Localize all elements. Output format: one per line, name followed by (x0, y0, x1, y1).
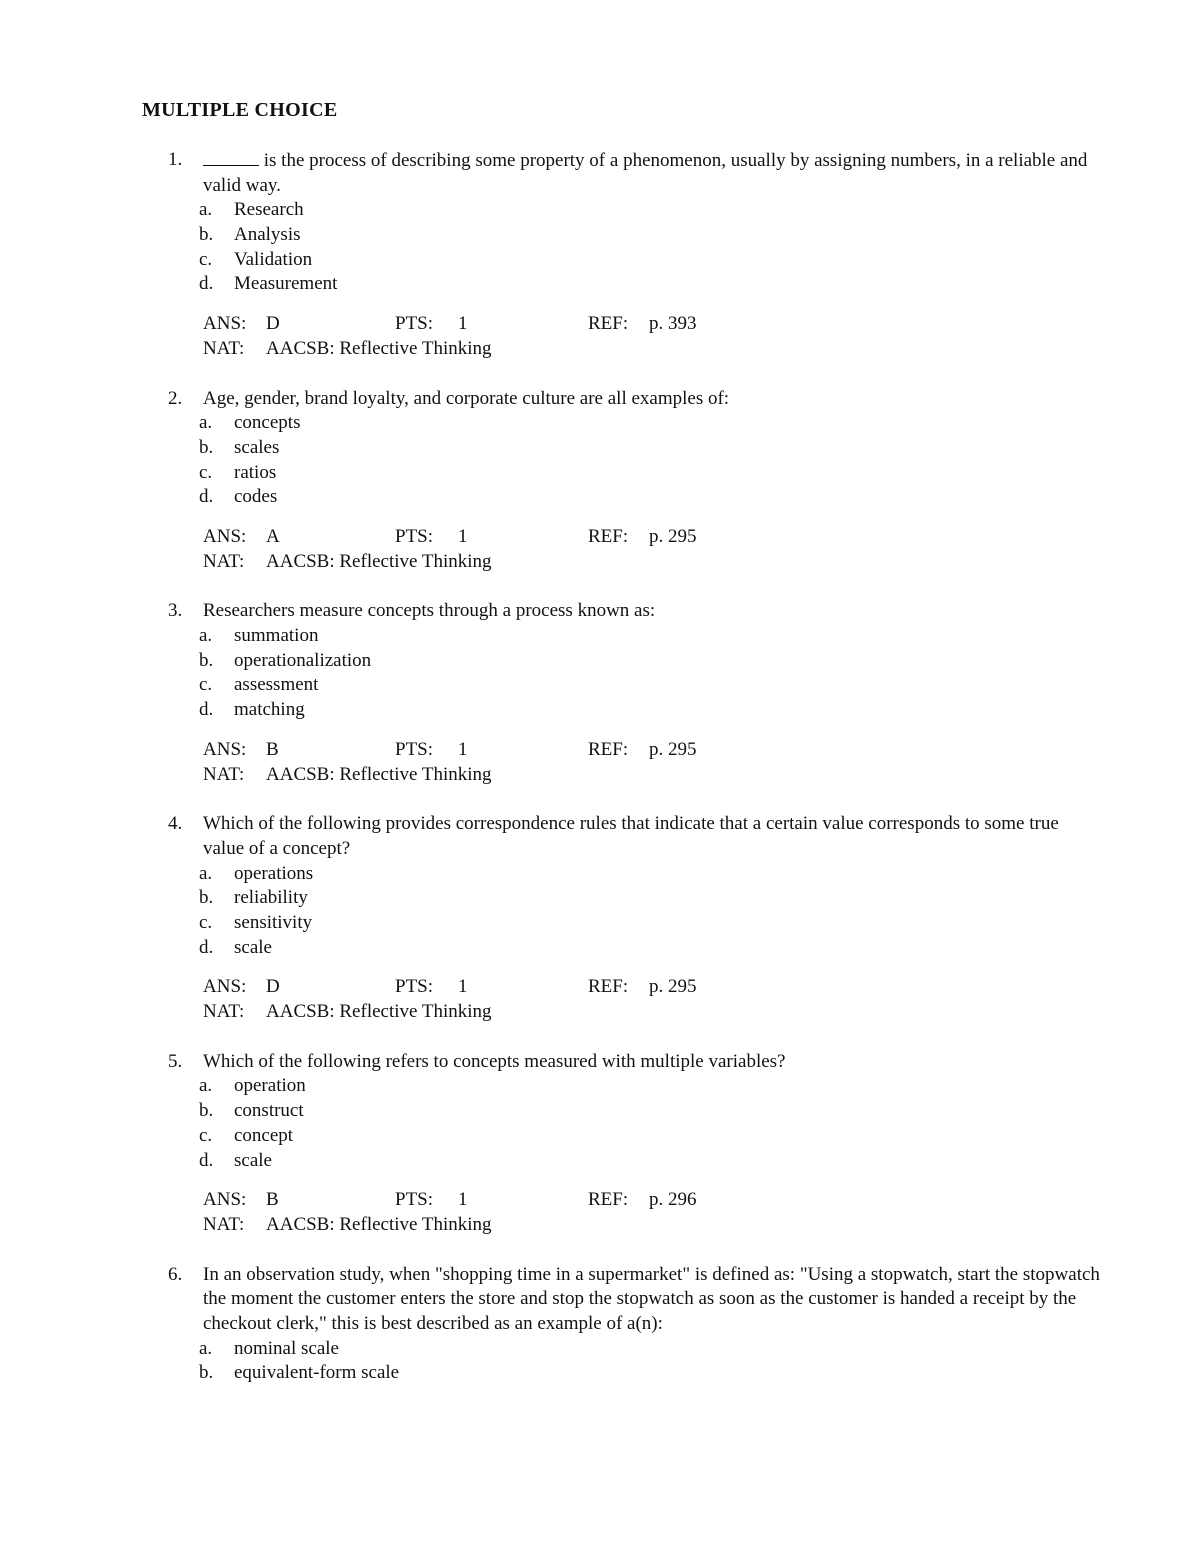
question-3 (0, 599, 1200, 787)
question-4 (0, 812, 1200, 1025)
nat-label: NAT: (203, 550, 245, 572)
section-title: MULTIPLE CHOICE (142, 99, 338, 121)
option-text: scales (234, 436, 280, 458)
option-letter: b. (199, 887, 214, 909)
option-a (0, 624, 1200, 649)
option-letter: c. (199, 912, 213, 934)
ref-value: p. 295 (649, 976, 697, 998)
option-a (0, 1074, 1200, 1099)
option-c (0, 673, 1200, 698)
ans-label: ANS: (203, 738, 247, 760)
question-1 (0, 148, 1200, 362)
answer-blank (203, 148, 259, 166)
nat-label: NAT: (203, 1001, 245, 1023)
option-letter: d. (199, 936, 214, 958)
option-text: matching (234, 699, 305, 721)
option-d (0, 485, 1200, 510)
option-text: summation (234, 625, 319, 647)
pts-label: PTS: (395, 738, 434, 760)
option-letter: a. (199, 1075, 213, 1097)
question-number: 5. (168, 1050, 183, 1072)
nat-value: AACSB: Reflective Thinking (266, 337, 492, 359)
option-text: scale (234, 1149, 272, 1171)
option-c (0, 248, 1200, 273)
option-letter: d. (199, 273, 214, 295)
nat-label: NAT: (203, 1213, 245, 1235)
option-d (0, 272, 1200, 297)
option-b (0, 1361, 1200, 1386)
option-letter: b. (199, 649, 214, 671)
question-number: 2. (168, 387, 183, 409)
question-text: In an observation study, when "shopping time in a supermarket" is defined as: "Using a stopwatch, start the stopwatch the moment the customer enters the store and stop the stopwatch as soon as the customer is handed a receipt by the checkout clerk," this is best described as an example of a(n): (203, 1263, 1100, 1335)
answer-meta (0, 975, 1200, 1024)
option-d (0, 1149, 1200, 1174)
option-c (0, 911, 1200, 936)
option-c (0, 1124, 1200, 1149)
answer-meta (0, 738, 1200, 787)
option-letter: c. (199, 1124, 213, 1146)
question-text: Age, gender, brand loyalty, and corporate culture are all examples of: (203, 387, 730, 409)
ans-value: D (266, 313, 280, 335)
option-b (0, 436, 1200, 461)
ref-value: p. 295 (649, 526, 697, 547)
option-b (0, 1099, 1200, 1124)
ref-label: REF: (588, 976, 629, 998)
ref-label: REF: (588, 1189, 629, 1211)
option-text: Validation (234, 248, 313, 270)
nat-value: AACSB: Reflective Thinking (266, 1213, 492, 1235)
option-text: ratios (234, 461, 277, 483)
option-text: Research (234, 199, 304, 221)
option-letter: d. (199, 699, 214, 721)
pts-label: PTS: (395, 313, 434, 335)
option-b (0, 223, 1200, 248)
ref-value: p. 296 (649, 1189, 697, 1211)
option-a (0, 862, 1200, 887)
nat-value: AACSB: Reflective Thinking (266, 550, 492, 572)
question-text-body: is the process of describing some property of a phenomenon, usually by assigning numbers, in a reliable and valid way. (203, 150, 1088, 196)
option-letter: d. (199, 1149, 214, 1171)
option-b (0, 649, 1200, 674)
option-text: Analysis (234, 224, 301, 246)
option-a (0, 411, 1200, 436)
answer-meta (0, 312, 1200, 361)
answer-meta (0, 525, 1200, 574)
option-d (0, 936, 1200, 961)
ans-value: D (266, 976, 280, 998)
option-letter: b. (199, 1100, 214, 1122)
ref-value: p. 393 (649, 313, 697, 335)
option-text: concepts (234, 412, 301, 434)
option-text: construct (234, 1100, 304, 1122)
pts-label: PTS: (395, 976, 434, 998)
option-text: sensitivity (234, 912, 313, 934)
option-text: equivalent-form scale (234, 1362, 400, 1384)
ref-label: REF: (588, 526, 629, 547)
option-letter: b. (199, 224, 214, 246)
option-b (0, 886, 1200, 911)
option-text: operations (234, 862, 314, 884)
option-text: codes (234, 486, 278, 508)
pts-label: PTS: (395, 526, 434, 547)
ans-label: ANS: (203, 313, 247, 335)
ref-value: p. 295 (649, 738, 697, 760)
question-number: 4. (168, 813, 183, 835)
ans-label: ANS: (203, 976, 247, 998)
option-text: operationalization (234, 649, 372, 671)
option-letter: c. (199, 461, 213, 483)
option-a (0, 1337, 1200, 1362)
nat-label: NAT: (203, 763, 245, 785)
ans-value: B (266, 738, 279, 760)
nat-label: NAT: (203, 337, 245, 359)
option-text: nominal scale (234, 1337, 339, 1359)
question-number: 3. (168, 600, 183, 622)
option-letter: b. (199, 436, 214, 458)
option-d (0, 698, 1200, 723)
question-text: Which of the following refers to concepts measured with multiple variables? (203, 1050, 786, 1072)
option-letter: b. (199, 1362, 214, 1384)
option-text: assessment (234, 674, 319, 696)
option-a (0, 198, 1200, 223)
option-text: Measurement (234, 273, 338, 295)
pts-value: 1 (458, 313, 468, 335)
option-letter: a. (199, 1337, 213, 1359)
option-letter: c. (199, 248, 213, 270)
ans-value: B (266, 1189, 279, 1211)
option-letter: a. (199, 412, 213, 434)
option-text: reliability (234, 887, 308, 909)
pts-label: PTS: (395, 1189, 434, 1211)
option-letter: a. (199, 862, 213, 884)
question-5 (0, 1050, 1200, 1238)
option-letter: c. (199, 674, 213, 696)
ref-label: REF: (588, 313, 629, 335)
option-c (0, 461, 1200, 486)
option-text: operation (234, 1075, 306, 1097)
option-letter: d. (199, 486, 214, 508)
question-6 (0, 1263, 1200, 1386)
question-list (0, 148, 1200, 1386)
nat-value: AACSB: Reflective Thinking (266, 763, 492, 785)
ans-value: A (266, 526, 280, 547)
question-text (203, 148, 1103, 198)
ref-label: REF: (588, 738, 629, 760)
ans-label: ANS: (203, 526, 247, 547)
question-number: 1. (168, 149, 183, 170)
ans-label: ANS: (203, 1189, 247, 1211)
question-text: Researchers measure concepts through a process known as: (203, 600, 656, 622)
pts-value: 1 (458, 1189, 468, 1211)
pts-value: 1 (458, 976, 468, 998)
nat-value: AACSB: Reflective Thinking (266, 1001, 492, 1023)
option-letter: a. (199, 625, 213, 647)
option-text: scale (234, 936, 272, 958)
pts-value: 1 (458, 738, 468, 760)
option-text: concept (234, 1124, 294, 1146)
question-2 (0, 387, 1200, 575)
question-text: Which of the following provides correspondence rules that indicate that a certain value corresponds to some true value of a concept? (203, 813, 1059, 859)
pts-value: 1 (458, 526, 468, 547)
question-number: 6. (168, 1263, 183, 1285)
answer-meta (0, 1188, 1200, 1237)
option-letter: a. (199, 199, 213, 221)
